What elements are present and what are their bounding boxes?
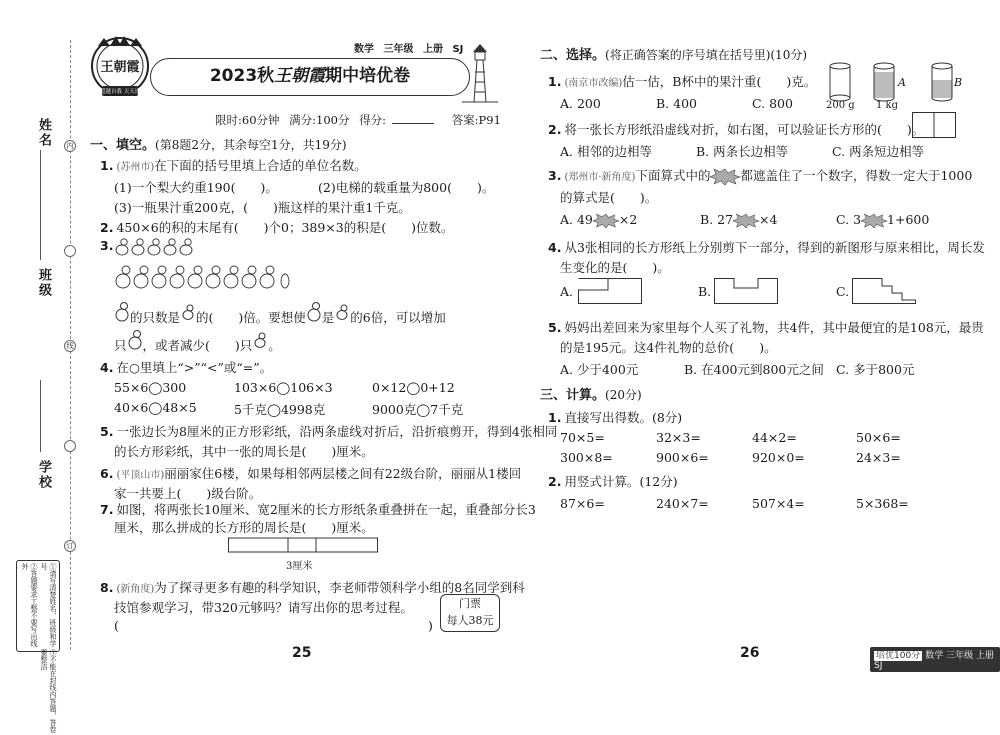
section-2-title: 二、选择。(将正确答案的序号填在括号里)(10分) bbox=[540, 48, 808, 63]
choice-q2-opt-c[interactable]: C. 两条短边相等 bbox=[832, 144, 925, 159]
choice-q2: 2. 将一张长方形纸沿虚线对折，如右图，可以验证长方形的( )。 bbox=[548, 122, 925, 137]
class-blank[interactable] bbox=[40, 200, 41, 260]
choice-q5-opt-a[interactable]: A. 少于400元 bbox=[560, 362, 639, 377]
choice-q5: 5. 妈妈出差回来为家里每个人买了礼物，共4件，其中最便宜的是108元，最贵 bbox=[548, 320, 984, 335]
title-year: 2023秋 bbox=[209, 66, 275, 86]
choice-q1: 1. (南京市改编)估一估，B杯中的果汁重( )克。 bbox=[548, 74, 817, 89]
q7-line-2: 厘米，那么拼成的长方形的周长是( )厘米。 bbox=[114, 520, 374, 535]
q8-answer-space[interactable] bbox=[128, 620, 418, 634]
choice-q3-opt-b[interactable]: B. 27 ×4 bbox=[700, 212, 778, 227]
cup-label-1kg: 1 kg bbox=[876, 100, 899, 111]
q1-line-1b: (2)电梯的载重量为800( )。 bbox=[318, 180, 495, 195]
overlap-label: 3厘米 bbox=[286, 561, 313, 572]
choice-q1-opt-a[interactable]: A. 200 bbox=[560, 96, 601, 111]
q5-line-2: 的长方形彩纸，其中一张的周长是( )厘米。 bbox=[114, 444, 374, 459]
choice-q5-line-2: 的是195元。这4件礼物的总价( )。 bbox=[560, 340, 777, 355]
footer-volume: 上册 bbox=[975, 651, 994, 661]
choice-q5-opt-c[interactable]: C. 多于800元 bbox=[836, 362, 915, 377]
footer-brand: 培优100分 bbox=[876, 651, 921, 661]
calc-vertical-item[interactable]: 240×7= bbox=[656, 496, 709, 511]
hen-group-icon bbox=[114, 262, 290, 292]
chick-icon bbox=[334, 300, 350, 322]
school-blank[interactable] bbox=[40, 380, 41, 452]
footer-edition: SJ bbox=[874, 661, 883, 671]
choice-q4-opt-c[interactable]: C. bbox=[836, 284, 850, 299]
section-1-title: 一、填空。(第8题2分，其余每空1分，共19分) bbox=[90, 138, 347, 153]
exam-title bbox=[150, 58, 470, 96]
hen-icon bbox=[114, 300, 130, 322]
tagline-edition: SJ bbox=[452, 44, 464, 55]
calc-item[interactable]: 50×6= bbox=[856, 430, 901, 445]
choice-q1-opt-b[interactable]: B. 400 bbox=[656, 96, 697, 111]
q5-fill: 5. 一张边长为8厘米的正方形彩纸，沿两条虚线对折后，沿折痕剪开，得到4张相同 bbox=[100, 424, 558, 439]
cut-shape-c-figure bbox=[852, 278, 916, 307]
hidden-digit-star-icon bbox=[861, 213, 887, 229]
calc-item[interactable]: 900×6= bbox=[656, 450, 709, 465]
binding-mark-dot bbox=[64, 245, 76, 257]
score-label: 得分: bbox=[359, 113, 387, 127]
binding-mark-dot bbox=[64, 440, 76, 452]
q8-answer-paren-close: ) bbox=[428, 618, 433, 633]
choice-q3-opt-c[interactable]: C. 3 1+600 bbox=[836, 212, 930, 227]
calc-q2: 2. 用竖式计算。(12分) bbox=[548, 474, 678, 489]
exam-tip: ③不能在封线内答题，答卷要整洁 bbox=[40, 649, 57, 733]
choice-q5-opt-b[interactable]: B. 在400元到800元之间 bbox=[684, 362, 824, 377]
cut-shape-a-figure bbox=[578, 278, 642, 307]
score-blank[interactable] bbox=[392, 123, 434, 124]
class-label: 班级 bbox=[36, 268, 51, 298]
chick-row-bottom bbox=[114, 262, 291, 295]
footer-grade: 三年级 bbox=[946, 651, 974, 661]
q4-item[interactable]: 40×6◯48×5 bbox=[114, 400, 197, 415]
exam-meta bbox=[215, 112, 507, 128]
cup-label-b: B bbox=[954, 76, 963, 89]
calc-item[interactable]: 70×5= bbox=[560, 430, 605, 445]
choice-q1-opt-c[interactable]: C. 800 bbox=[752, 96, 793, 111]
calc-vertical-item[interactable]: 87×6= bbox=[560, 496, 605, 511]
cup-label-200g: 200 g bbox=[826, 100, 855, 111]
brand-logo bbox=[84, 34, 156, 100]
choice-q4: 4. 从3张相同的长方形纸上分别剪下一部分，得到的新图形与原来相比，周长发 bbox=[548, 240, 985, 255]
choice-q4-opt-b[interactable]: B. bbox=[698, 284, 712, 299]
q1-line-1a: (1)一个梨大约重190( )。 bbox=[114, 180, 278, 195]
hen-icon bbox=[306, 300, 322, 322]
binding-mark-inner: 内 bbox=[64, 140, 76, 152]
full-score: 满分:100分 bbox=[289, 113, 350, 127]
title-rest: 期中培优卷 bbox=[325, 66, 411, 86]
choice-q2-opt-a[interactable]: A. 相邻的边相等 bbox=[560, 144, 652, 159]
exam-tips-box bbox=[16, 560, 60, 733]
ticket-title: 门票 bbox=[459, 597, 481, 610]
name-label: 姓名 bbox=[36, 118, 51, 148]
q4-item[interactable]: 55×6◯300 bbox=[114, 380, 187, 395]
chick-icon bbox=[252, 328, 268, 350]
choice-q3-opt-a[interactable]: A. 49 ×2 bbox=[560, 212, 638, 227]
q8-problem: 8. (新角度)为了探寻更多有趣的科学知识，李老师带领科学小组的8名同学到科 bbox=[100, 580, 525, 595]
calc-q1: 1. 直接写出得数。(8分) bbox=[548, 410, 683, 425]
q4-item[interactable]: 9000克◯7千克 bbox=[372, 402, 464, 417]
calc-item[interactable]: 920×0= bbox=[752, 450, 805, 465]
folded-rectangle-figure bbox=[912, 112, 956, 141]
title-brand: 王朝霞 bbox=[274, 66, 326, 86]
page-number-left: 25 bbox=[292, 645, 312, 661]
q6-line-2: 家一共要上( )级台阶。 bbox=[114, 486, 262, 501]
choice-q4-line-2: 生变化的是( )。 bbox=[560, 260, 670, 275]
q7-fill: 7. 如图，将两张长10厘米、宽2厘米的长方形纸条重叠拼在一起，重叠部分长3 bbox=[100, 502, 536, 517]
hidden-digit-star-icon bbox=[733, 213, 759, 229]
tagline-subject: 数学 bbox=[354, 44, 374, 55]
tagline-volume: 上册 bbox=[422, 44, 443, 55]
q3-line-1: 的只数是 的( )倍。要想使 是 的6倍，可以增加 bbox=[114, 300, 446, 326]
q6-fill: 6. (平顶山市)丽丽家住6楼，如果每相邻两层楼之间有22级台阶，丽丽从1楼回 bbox=[100, 466, 522, 481]
q4-item[interactable]: 103×6◯106×3 bbox=[234, 380, 333, 395]
section-3-title: 三、计算。(20分) bbox=[540, 388, 642, 403]
exam-tip: ②答题要求工整不要写出线外 bbox=[21, 563, 38, 647]
q4-item[interactable]: 5千克◯4998克 bbox=[234, 402, 326, 417]
page-number-right: 26 bbox=[740, 645, 760, 661]
calc-item[interactable]: 44×2= bbox=[752, 430, 797, 445]
ticket-box bbox=[440, 594, 500, 632]
binding-mark-line: 线 bbox=[64, 340, 76, 352]
calc-item[interactable]: 24×3= bbox=[856, 450, 901, 465]
q8-answer-paren-open: ( bbox=[114, 618, 119, 633]
binding-mark-bind: 订 bbox=[64, 540, 76, 552]
logo-subtext: 超越自我 天天进步 bbox=[100, 89, 146, 95]
cut-shape-b-figure bbox=[714, 278, 778, 307]
calc-item[interactable]: 32×3= bbox=[656, 430, 701, 445]
header-tagline bbox=[348, 40, 463, 55]
choice-q3-line-2: 的算式是( )。 bbox=[560, 190, 658, 205]
choice-q2-opt-b[interactable]: B. 两条长边相等 bbox=[696, 144, 789, 159]
hen-icon bbox=[127, 328, 143, 350]
section-1-note: (第8题2分，其余每空1分，共19分) bbox=[155, 138, 347, 152]
overlapping-strips-figure bbox=[228, 536, 378, 556]
q1-line-2: (3)一瓶果汁重200克，( )瓶这样的果汁重1千克。 bbox=[114, 200, 411, 215]
logo-text: 王朝霞 bbox=[100, 60, 140, 75]
q8-line-2: 技馆参观学习，带320元够吗？请写出你的思考过程。 bbox=[114, 600, 413, 615]
q4-compare: 4. 在○里填上“>”“<”或“=”。 bbox=[100, 360, 273, 375]
lighthouse-icon bbox=[460, 42, 500, 104]
calc-vertical-item[interactable]: 5×368= bbox=[856, 496, 909, 511]
ticket-price: 每人38元 bbox=[446, 614, 494, 627]
chick-icon bbox=[180, 300, 196, 322]
cup-label-a: A bbox=[898, 76, 906, 89]
q3-line-2: 只 ，或者减少( )只 。 bbox=[114, 328, 281, 354]
school-label: 学校 bbox=[36, 460, 51, 490]
section-2-note: (将正确答案的序号填在括号里)(10分) bbox=[605, 48, 808, 62]
exam-tip: ①请写清楚姓名，班级和学号 bbox=[40, 563, 57, 647]
calc-item[interactable]: 300×8= bbox=[560, 450, 613, 465]
q2-fill: 2. 450×6的积的末尾有( )个0；389×3的积是( )位数。 bbox=[100, 220, 454, 235]
choice-q3: 3. (郑州市·新角度)下面算式中的 都遮盖住了一个数字，得数一定大于1000 bbox=[548, 168, 973, 183]
choice-q4-opt-a[interactable]: A. bbox=[560, 284, 574, 299]
chick-row-top bbox=[114, 236, 195, 261]
q1-fill: 1. (苏州市)在下面的括号里填上合适的单位名数。 bbox=[100, 158, 367, 173]
q3-fill: 3. bbox=[100, 238, 114, 253]
calc-vertical-item[interactable]: 507×4= bbox=[752, 496, 805, 511]
time-limit: 限时:60分钟 bbox=[215, 113, 280, 127]
section-3-note: (20分) bbox=[605, 388, 642, 402]
hidden-digit-star-icon bbox=[710, 169, 740, 185]
footer-subject: 数学 bbox=[925, 651, 944, 661]
answer-ref: 答案:P91 bbox=[451, 113, 501, 127]
chick-group-icon bbox=[114, 236, 194, 258]
q4-item[interactable]: 0×12◯0+12 bbox=[372, 380, 455, 395]
hidden-digit-star-icon bbox=[593, 213, 619, 229]
footer-badge bbox=[870, 647, 1000, 672]
tagline-grade: 三年级 bbox=[383, 44, 414, 55]
